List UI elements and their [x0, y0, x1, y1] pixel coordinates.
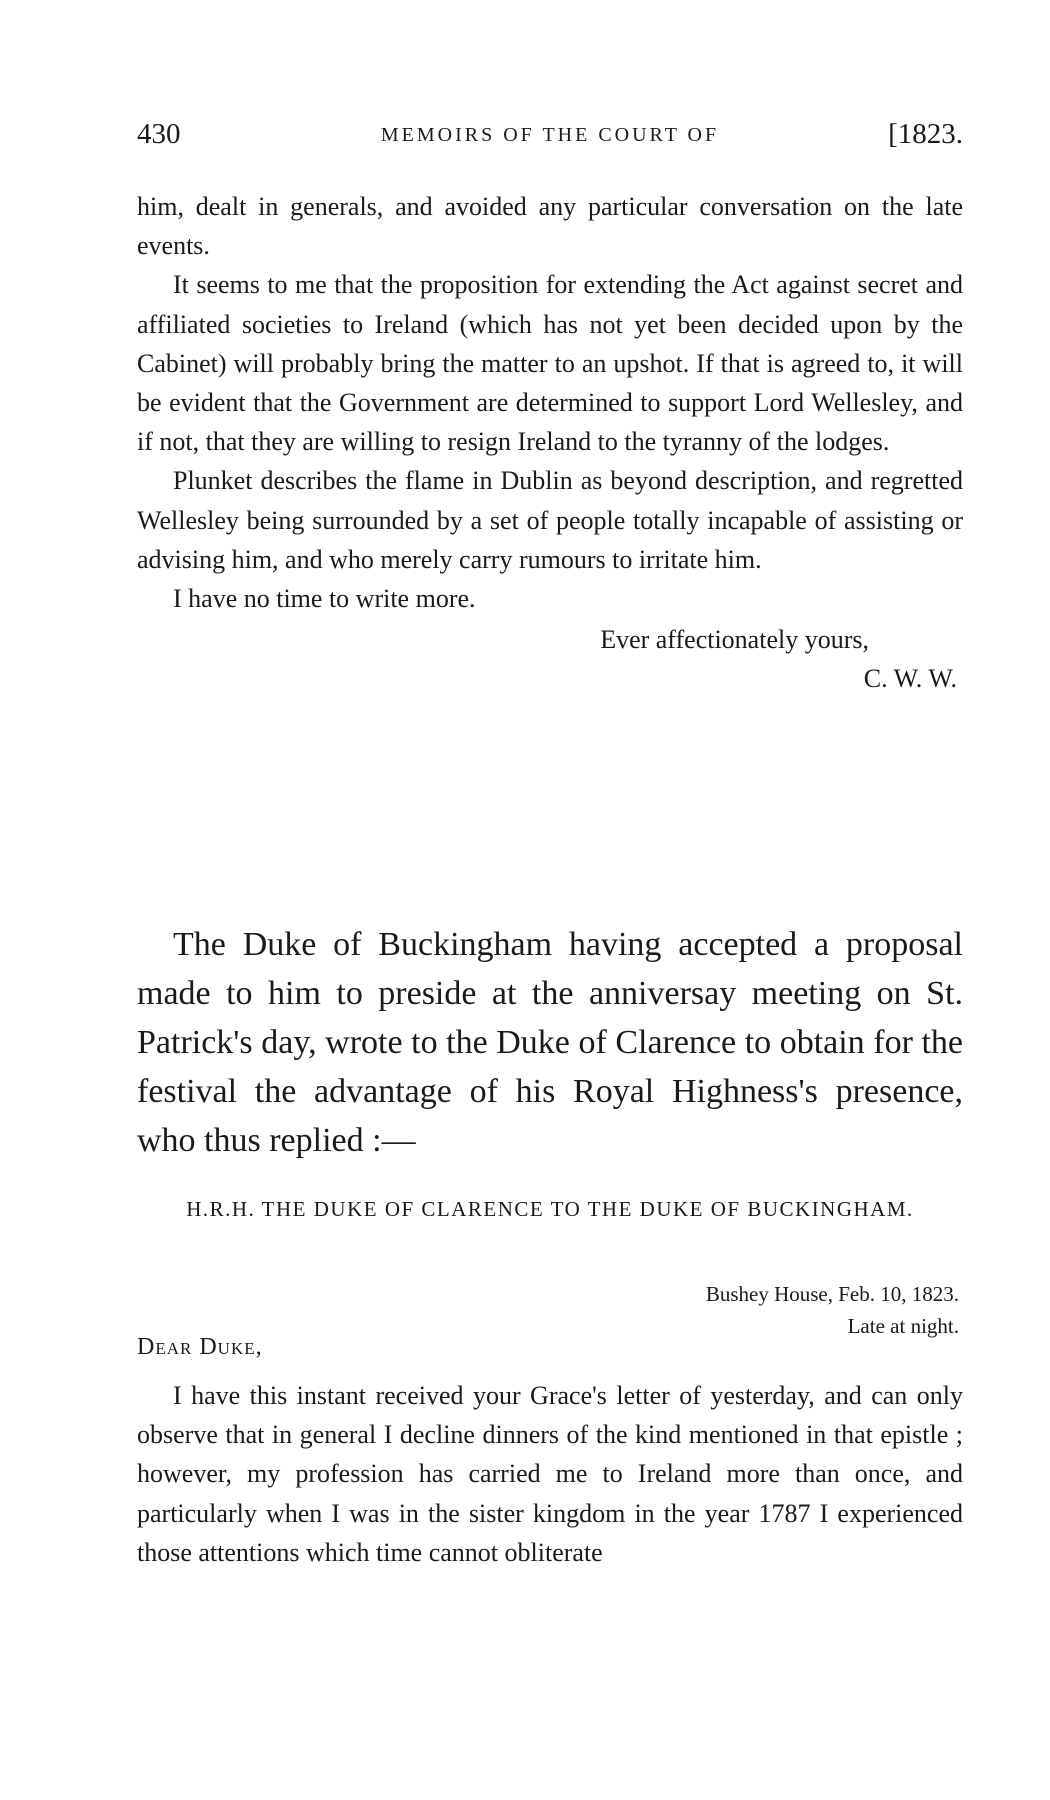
header-year: [1823. [888, 118, 963, 150]
letter-body [137, 1376, 963, 1572]
letter-signature: C. W. W. [863, 664, 957, 694]
letter-dateline [137, 1278, 963, 1342]
page-header [137, 118, 963, 158]
page-number: 430 [137, 118, 181, 150]
letter-paragraph-2: It seems to me that the proposition for extending the Act against secret and affiliated societies to Ireland (which has not yet been decided upon by the Cabinet) will probably bring the matter to an upshot. If that is agreed to, it will be evident that the Government are determined to support Lord Wellesley, and if not, that they are willing to resign Ireland to the tyranny of the lodges. [137, 270, 963, 457]
dateline-time: Late at night. [847, 1314, 959, 1338]
letter-salutation: Dear Duke, [137, 1334, 263, 1360]
letter-paragraph-3: Plunket describes the flame in Dublin as beyond description, and regretted Wellesley being surrounded by a set of people totally incapable of assisting or advising him, and who merely carry rumours to irritate him. [137, 466, 963, 574]
letter-heading: H.R.H. THE DUKE OF CLARENCE TO THE DUKE OF BUCKINGHAM. [186, 1197, 914, 1221]
running-title: MEMOIRS OF THE COURT OF [380, 124, 720, 146]
letter-closing: Ever affectionately yours, [600, 625, 869, 655]
letter-body-paragraph: I have this instant received your Grace's letter of yesterday, and can only observe that in general I decline dinners of the kind mentioned in that epistle ; however, my profession has carried me to Ireland more than once, and particularly when I was in the sister kingdom in the year 1787 I experienced those attentions which time cannot obliterate [137, 1381, 963, 1567]
narrative-paragraph: The Duke of Buckingham having accepted a proposal made to him to preside at the anniversay meeting on St. Patrick's day, wrote to the Duke of Clarence to obtain for the festival the advantage of his Royal Highness's presence, who thus replied :— [137, 926, 963, 1159]
letter-paragraph-4: I have no time to write more. [173, 584, 476, 614]
letter-continuation [137, 187, 963, 699]
dateline-place: Bushey House, Feb. 10, 1823. [705, 1282, 959, 1306]
letter-paragraph-1: him, dealt in generals, and avoided any particular conversation on the late events. [137, 192, 963, 261]
